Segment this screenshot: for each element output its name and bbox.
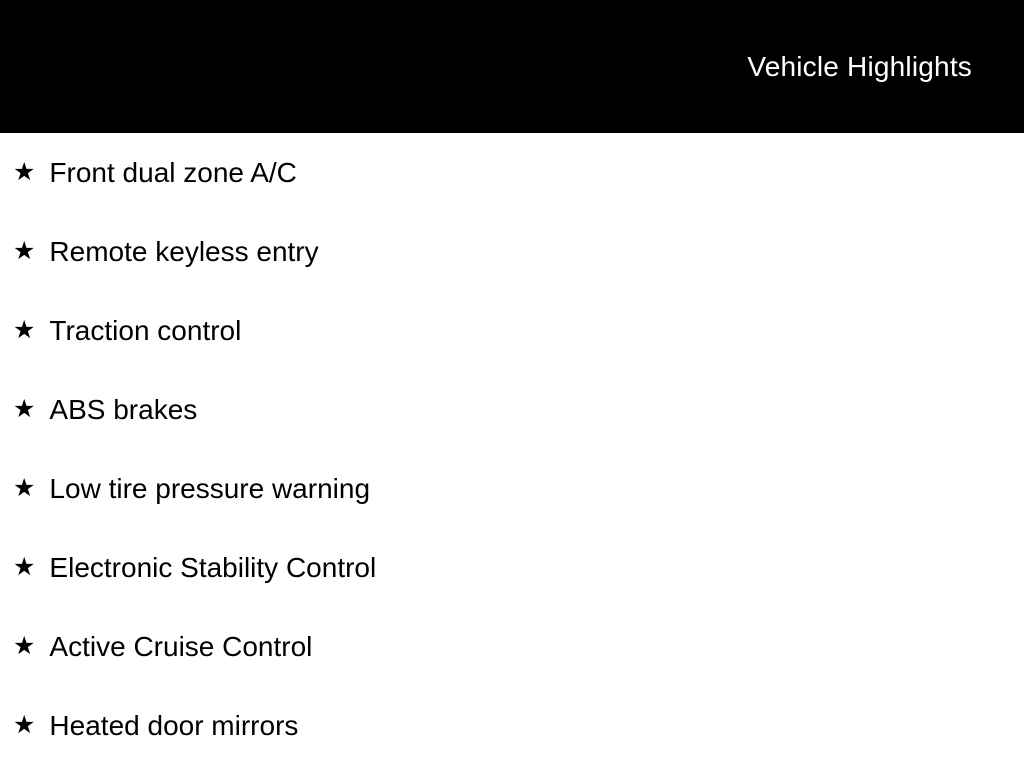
star-icon: ★ — [13, 474, 36, 502]
list-item — [0, 212, 1024, 291]
list-item — [0, 370, 1024, 449]
feature-label: Active Cruise Control — [49, 630, 313, 662]
star-icon: ★ — [13, 237, 36, 265]
list-item — [0, 133, 1024, 212]
star-icon: ★ — [13, 553, 36, 581]
star-icon: ★ — [13, 316, 36, 344]
page-title: Vehicle Highlights — [747, 50, 972, 82]
list-item — [0, 686, 1024, 765]
feature-label: Front dual zone A/C — [49, 156, 297, 188]
feature-label: ABS brakes — [49, 393, 198, 425]
list-item — [0, 528, 1024, 607]
feature-label: Heated door mirrors — [49, 709, 299, 741]
feature-label: Low tire pressure warning — [49, 472, 371, 504]
list-item — [0, 291, 1024, 370]
header-banner — [0, 0, 1024, 133]
feature-label: Traction control — [49, 314, 242, 346]
vehicle-feature-list — [0, 133, 1024, 765]
star-icon: ★ — [13, 158, 36, 186]
star-icon: ★ — [13, 632, 36, 660]
list-item — [0, 449, 1024, 528]
star-icon: ★ — [13, 711, 36, 739]
list-item — [0, 607, 1024, 686]
feature-label: Electronic Stability Control — [49, 551, 377, 583]
feature-label: Remote keyless entry — [49, 235, 319, 267]
star-icon: ★ — [13, 395, 36, 423]
